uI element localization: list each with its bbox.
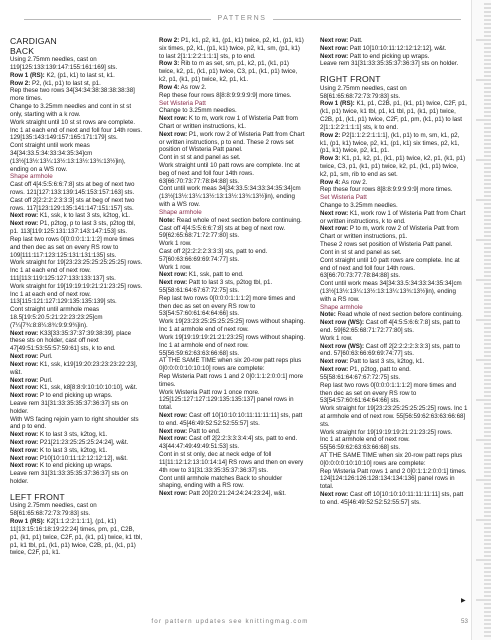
instruction-paragraph: Work straight for 19[19:19:19:21:21:23:25] rows. Inc 1 at each end of next row. 113[115:121:127:129:135:135:139] sts. (10, 282, 143, 306)
instruction-text: Cast off 2[2:2:2:2:3:3:3] sts, patt to end. 57[60:63:66:69:69:74:77] sts. (320, 342, 461, 358)
instruction-paragraph (10, 330, 144, 353)
instruction-paragraph: Cont in st st and panel as set. (159, 154, 241, 162)
row-label: Next row: (320, 225, 349, 233)
instruction-paragraph (159, 271, 306, 279)
instruction-paragraph (320, 132, 468, 155)
instruction-paragraph (320, 311, 468, 319)
instruction-paragraph (10, 220, 144, 236)
instruction-paragraph (320, 491, 468, 507)
instruction-text: Purl. (38, 376, 53, 384)
instruction-paragraph: Change to 3.25mm needles and cont in st st only, starting with a k row. (10, 103, 132, 118)
row-label: Next row: (10, 454, 39, 462)
instruction-text: Rib to m as set, sm, p1, k2, p1, (k1, p1) twice, k2, p1, (k1, p1) twice, C3, p1, (k1, p1) twice, k2, p1, (k1, p1) twice, k2, p1, k1. (159, 60, 298, 84)
instruction-paragraph: Leave rem 31[31:33:35:35:37:36:37] sts on holder. (10, 470, 128, 486)
instruction-text: K1, p1, C2B, p1, (k1, p1) twice, C2F, p1, (k1, p1) twice, k1 tbl, p1, k1 tbl, p1, (k1, p1) twice, C2B, p1, (k1, p1) twice, C2F, p1, pm, (k1, p1) to last 2[1:1:2:2:1:1:1] sts, k to end. (320, 100, 467, 131)
instruction-paragraph (159, 217, 306, 225)
instruction-text: K to m, work row 1 of Wisteria Patt from Chart or written instructions, k1. (159, 115, 298, 130)
instruction-text: P1, k1, p2, k1, (p1, k1) twice, p2, k1, (p1, k1) six times, p2, k1, (p1, k1) twice, p2, k1, sm, (p1, k1) to last 2[1:1:2:2:1:1:1] sts, p to end. (159, 37, 304, 60)
instruction-paragraph (320, 366, 468, 382)
instruction-paragraph (159, 84, 306, 92)
row-label: Next row: (10, 384, 39, 392)
instruction-paragraph: Work 19[23:23:25:25:25:25:25] rows without shaping. (159, 318, 306, 326)
instruction-text: Patt to end picking up wraps. (348, 52, 430, 60)
row-label: Next row (WS): (320, 319, 364, 327)
instruction-paragraph (159, 412, 306, 428)
instruction-text: As row 2. (340, 178, 368, 186)
instruction-text: P2, (k1, p1) to last st, p1. (30, 79, 101, 87)
instruction-paragraph (10, 384, 144, 392)
instruction-text: K1, ssk, patt to end. (187, 271, 244, 279)
instruction-paragraph: Using 2.75mm needles, cast on 58[61:65:68:72:73:79:83] sts. (10, 502, 97, 518)
instruction-paragraph: Rep these four rows 8[8:8:9:9:9:9:9] more times. (320, 186, 453, 194)
row-label: Next row: (10, 353, 39, 361)
instruction-paragraph: Rep last two rows 0[0:0:0:1:1:1:2] more times and then dec as set on every RS row to 53[54:57:60:61:64:64:66] sts. (320, 381, 457, 405)
instruction-paragraph: Rep Wisteria Patt rows 1 and 2 0[0:1:1:2:0:0:1] more times. (159, 372, 304, 388)
row-label: Next row: (320, 44, 349, 52)
instruction-paragraph (320, 343, 468, 359)
instruction-paragraph: Cont straight until 10 patt rows are complete. Inc at end of next and foll four 14th rows. 63[66:70:73:77:78:84:88] sts. (320, 256, 460, 280)
row-label: Row 3: (159, 60, 180, 68)
instruction-paragraph (10, 447, 144, 455)
instruction-paragraph (10, 72, 144, 80)
instruction-paragraph (10, 462, 144, 470)
instruction-paragraph: Work straight for 19[19:19:19:21:21:23:25] rows. (320, 428, 453, 436)
instruction-paragraph: Inc 1 at armhole end of next row. (159, 326, 249, 334)
instruction-paragraph: Rep Wisteria Patt rows 1 and 2 0[0:1:1:2:0:0:1] times. (320, 467, 467, 475)
row-label: Next row: (320, 37, 349, 44)
instruction-paragraph (320, 179, 468, 187)
row-label: Row 4: (159, 83, 180, 91)
row-label: Row 1 (RS): (320, 100, 355, 108)
text-column-2 (159, 37, 306, 498)
instruction-paragraph (159, 60, 306, 83)
instruction-text: P21[21:23:25:25:25:24:24], w&t. (38, 439, 129, 446)
subsection-heading: Shape armhole (159, 208, 202, 216)
side-ruler (471, 0, 491, 640)
instruction-paragraph (10, 392, 144, 400)
row-label: Next row: (10, 439, 39, 446)
header-rule-left (24, 19, 211, 20)
instruction-paragraph (10, 377, 144, 385)
row-label: Next row: (10, 220, 39, 228)
row-label: Next row: (159, 490, 188, 498)
row-label: Row 1 (RS): (10, 71, 45, 79)
row-label: Row 3: (320, 155, 341, 163)
row-label: Next row: (10, 376, 39, 384)
row-label: Next row: (159, 427, 188, 435)
instruction-paragraph: Cont in st st only, dec at neck edge of foll 11[11:12:12:13:10:14:14] RS rows and then on every 4th row to 31[31:33:35:35:37:36:37] sts. (159, 451, 304, 474)
row-label: Next row: (159, 271, 188, 279)
instruction-text: K to end picking up wraps. (38, 462, 113, 470)
instruction-paragraph: Cont straight until work meas 34[34:33.5:34:33:34:35:34]cm (13½[13½:13¼:13½:13:13½:13¾:13½]in), ending on a WS row. (10, 142, 126, 173)
instruction-paragraph: Work straight for 19[23:23:25:25:25:25:25] rows. Inc 1 at each end of next row. 111[113:119:125:127:133:133:137] sts. (10, 259, 143, 282)
instruction-text: Purl. (38, 353, 53, 361)
instruction-paragraph: AT THE SAME TIME when six 20-row patt reps plus 0[0:0:0:0:10:10:10] rows are complete: (320, 452, 463, 467)
instruction-paragraph: Cont in st st and panel as set. (320, 248, 402, 256)
instruction-paragraph (159, 279, 306, 295)
instruction-paragraph: Using 2.75mm needles, cast on 58[61:65:68:72:73:79:83] sts. (320, 84, 407, 100)
instruction-text: K33[33:35:37:37:39:38:39], place these sts on holder, cast off next 47[49:51:53:55:57:59:61] sts, k to end. (10, 329, 132, 353)
instruction-text: As row 2. (179, 83, 207, 91)
instruction-paragraph: Work 1 row. (159, 240, 192, 248)
section-heading: BACK (10, 45, 35, 56)
instruction-paragraph (10, 361, 144, 377)
instruction-paragraph: Work 1 row. (159, 263, 192, 271)
row-label: Next row: (10, 360, 39, 368)
row-label: Next row: (10, 431, 39, 439)
instruction-text: K1, p1, k2, p1, (k1, p1) twice, k2, p1, (k1, p1) twice, C3, p1, (k1, p1) twice, k2, p1, (k1, p1) twice, k2, p1, sm, rib to end as set. (320, 155, 466, 178)
row-label: Next row: (320, 209, 349, 217)
row-label: Next row: (159, 412, 188, 419)
header-rule-right (273, 19, 461, 20)
instruction-paragraph: Cast off 4[4:5:5:6:6:7:8] sts at beg of next row. 59[62:65:68:71:72:77:80] sts. (159, 224, 286, 240)
row-label: Row 2: (159, 37, 180, 44)
row-label: Next row: (320, 491, 349, 499)
instruction-text: P1, work row 2 of Wisteria Patt from Chart or written instructions, p to end. These 2 rows set position of Wisteria Patt panel. (159, 130, 305, 154)
instruction-text: Cast off 10[10:10:10:11:11:11:11] sts, patt to end. 45[46:49:52:52:52:55:57] sts. (159, 412, 303, 427)
subsection-heading: Shape armhole (320, 303, 363, 311)
instruction-paragraph (159, 435, 306, 451)
instruction-text: Cast off 2[2:2:3:3:3:4:4] sts, patt to end. 43[44:47:49:49:49:51:53] sts. (159, 435, 298, 451)
row-label: Note: (159, 216, 175, 224)
instruction-paragraph: Using 2.75mm needles, cast on 119[125:133:139:147:155:161:169] sts. (10, 56, 118, 71)
instruction-text: Read whole of next section before continuing. (174, 216, 302, 224)
row-label: Next row: (159, 115, 188, 123)
section-heading: RIGHT FRONT (320, 74, 381, 85)
row-label: Next row (WS): (320, 342, 364, 350)
instruction-paragraph (320, 358, 468, 366)
row-label: Next row: (10, 329, 39, 337)
instruction-text: Patt 10[10:10:11:12:12:12:12], w&t. (348, 44, 447, 52)
row-label: Next row: (320, 52, 349, 60)
instruction-paragraph: Work straight until 10 st st rows are complete. Inc 1 at each end of next and foll four 14th rows. 129[135:143:149:157:165:171:179] sts. (10, 118, 143, 142)
instruction-paragraph: Rep these four rows 8[8:8:9:9:9:9:9] more times. (159, 91, 292, 99)
instruction-text: P10[10:10:11:12:12:12:12], w&t. (38, 454, 128, 462)
instruction-paragraph: Cast off 4[4:5:5:6:6:7:8] sts at beg of next two rows. 121[127:133:139:145:153:157:163] sts. (10, 181, 135, 196)
row-label: Row 1 (RS): (10, 518, 45, 526)
instruction-paragraph (320, 225, 468, 241)
row-label: Next row: (10, 392, 39, 400)
instruction-paragraph: Leave rem 31[31:33:35:35:37:36:37] sts on holder. (10, 399, 128, 415)
instruction-paragraph: Cont until work meas 34[34:33.5:34:33:34:35:34]cm (13½[13½:13¼:13½:13:13½:13¾:13½]in), ending with a WS row. (159, 185, 301, 209)
row-label: Next row: (10, 446, 39, 454)
instruction-text: K to last 3 sts, k2tog, k1. (38, 446, 108, 454)
instruction-text: K1, ssk, k8[8:8:9:10:10:10:10], w&t. (38, 384, 138, 392)
subsection-heading: Set Wisteria Patt (159, 99, 206, 107)
instruction-paragraph (10, 431, 144, 439)
instruction-text: K1, ssk, k to last 3 sts, k2tog, k1. (38, 212, 131, 220)
instruction-paragraph (159, 115, 306, 131)
page-footer: for pattern updates see knittingmag.com (151, 618, 309, 625)
instruction-paragraph (10, 80, 144, 88)
row-label: Row 4: (320, 178, 341, 186)
instruction-text: K to last 3 sts, k2tog, k1. (38, 431, 108, 439)
instruction-text: Patt. (348, 37, 363, 44)
instruction-paragraph: Rep last two rows 0[0:0:0:1:1:1:2] more times and then dec as set on every RS row to 109[111:117:123:125:131:131:135] sts. (10, 235, 135, 259)
page-header (24, 13, 461, 25)
instruction-text: K2[1:1:2:2:1:1:1], (p1, k1) 11[13:15:16:18:19:22:24] times, pm, p1, C2B, p1, (k1, p1) twice, C2F, p1, (k1, p1) twice, k1 tbl, p1, k1 tbl, p1, (k1, p1) twice, C2B, p1, (k1, p1) twice, C2F, p1, k1. (10, 518, 143, 557)
instruction-paragraph: Work straight until 10 patt rows are complete. Inc at beg of next and foll four 14th rows. 63[66:70:73:77:78:84:88] sts. (159, 162, 300, 185)
instruction-paragraph: Cont until work meas 34[34:33.5:34:33:34:35:34]cm (13½[13½:13¼:13½:13:13¼:13¾:13½]in), ending with a RS row. (320, 280, 462, 303)
row-label: Row 2: (320, 131, 341, 139)
instruction-text: Cast off 4[4:5:5:6:6:7:8] sts, patt to end. 59[62:65:68:71:72:77:80] sts. (320, 319, 461, 335)
instruction-paragraph (10, 455, 144, 463)
row-label: Next row: (10, 462, 39, 470)
section-heading: LEFT FRONT (10, 491, 65, 502)
instruction-paragraph (320, 100, 468, 131)
instruction-paragraph: Cast off 2[2:2:2:2:3:3:3] sts, patt to end. 57[60:63:66:69:69:74:77] sts. (159, 247, 268, 263)
instruction-paragraph (320, 45, 468, 53)
instruction-paragraph (10, 518, 144, 557)
instruction-paragraph (159, 131, 306, 154)
instruction-text: P1, p2tog, p to last 3 sts, p2tog tbl, p1. 113[119:125:131:137:143:147:153] sts. (10, 220, 136, 236)
instruction-paragraph: Cast off 2[2:2:2:2:3:3:3] sts at beg of next two rows. 117[123:129:135:141:147:151:157] sts. (10, 196, 135, 212)
row-label: Next row: (159, 130, 188, 138)
instruction-text: K2, (p1, k1) to last st, k1. (44, 71, 115, 79)
instruction-text: Cast off 10[10:10:10:11:11:11:11] sts, patt to end. 45[46:49:52:52:52:55:57] sts. (320, 491, 464, 506)
section-title: PATTERNS (217, 15, 267, 22)
instruction-paragraph: Work Wisteria Patt row 1 once more. 125[125:127:127:129:135:135:137] panel rows in total. (159, 388, 294, 412)
section-heading: CARDIGAN (10, 36, 57, 46)
row-label: Next row: (159, 279, 188, 287)
instruction-paragraph (10, 439, 144, 447)
row-label: Next row: (320, 358, 349, 366)
instruction-paragraph: Rep last two rows 0[0:0:0:1:1:1:2] more times and then dec as set on every RS row to 53[54:57:60:61:64:64:66] sts. (159, 294, 296, 318)
instruction-text: P to m, work row 2 of Wisteria Patt from Chart or written instructions, p1. (320, 225, 459, 241)
instruction-paragraph: Change to 3.25mm needles. (159, 107, 237, 115)
ruler-ticks (472, 0, 491, 640)
instruction-paragraph: With WS facing rejoin yarn to right shoulder sts and p to end. (10, 415, 139, 431)
row-label: Next row: (320, 366, 349, 374)
instruction-paragraph: Inc 1 at armhole end of next row. 55[56:59:62:63:63:66:68] sts. (159, 341, 249, 357)
instruction-paragraph (320, 37, 468, 45)
instruction-paragraph: Cont straight until armhole meas 18.5[19:5:20.5:21:22:23:23:25]cm (7¼[7¾:8:8¼:8¾:9:9:9¾]in). (10, 306, 103, 329)
instruction-paragraph: Inc 1 at armhole end of next row. 55[56:59:62:63:63:66:68] sts. (320, 436, 410, 452)
instruction-text: P2[1:1:2:2:1:1:1], (k1, p1) to m, sm, k1, p2, k1, (p1, k1) twice, p2, k1, (p1, k1) six times, p2, k1, (p1, k1) twice, p2, k1, p1. (320, 131, 460, 155)
row-label: Note: (320, 311, 336, 319)
instruction-paragraph (159, 428, 306, 436)
instruction-paragraph (10, 353, 144, 361)
instruction-text: Patt to last 3 sts, k2tog, k1. (348, 358, 425, 366)
instruction-paragraph (320, 155, 468, 178)
instruction-paragraph: Change to 3.25mm needles. (320, 202, 398, 210)
instruction-text: K1, work row 1 of Wisteria Patt from Chart or written instructions, k to end. (320, 209, 466, 225)
text-column-1 (10, 37, 144, 557)
instruction-paragraph: Leave rem 31[31:33:35:35:37:36:37] sts on holder. (320, 60, 459, 68)
instruction-paragraph: Cont until armhole matches Back to shoulder shaping, ending with a RS row. (159, 474, 283, 490)
instruction-paragraph: AT THE SAME TIME when six 20-row patt reps plus 0[0:0:0:0:10:10:10] rows are complete: (159, 357, 302, 373)
instruction-paragraph (159, 490, 306, 498)
instruction-paragraph: Work straight for 19[23:23:25:25:25:25:25] rows. Inc 1 at armhole end of next row. 55[56:59:62:63:63:66:68] sts. (320, 405, 468, 428)
instruction-paragraph (320, 53, 468, 61)
instruction-paragraph: 124[124:126:126:128:134:134:136] panel rows in total. (320, 475, 455, 491)
instruction-paragraph (10, 212, 144, 220)
instruction-text: Read whole of next section before continuing. (335, 311, 463, 319)
instruction-text: Patt to end. (187, 427, 221, 435)
instruction-text: P1, p2tog, patt to end. 55[58:61:64:67:67:72:75] sts. (320, 366, 411, 381)
instruction-text: Patt to last 3 sts, p2tog tbl, p1. 55[58:61:64:67:67:72:75] sts. (159, 279, 273, 294)
instruction-paragraph (320, 319, 468, 335)
triangle-right-icon: ▶ (461, 598, 466, 604)
subsection-heading: Shape armhole (10, 173, 53, 181)
page-number: 53 (461, 618, 468, 625)
instruction-text: P to end picking up wraps. (38, 392, 113, 400)
instruction-paragraph: Rep these two rows 34[34:34:38:38:38:38:38] more times. (10, 87, 135, 103)
row-label: Row 2: (10, 79, 31, 87)
subsection-heading: Set Wisteria Patt (320, 194, 367, 202)
instruction-paragraph: These 2 rows set position of Wisteria Patt panel. (320, 241, 453, 249)
instruction-paragraph (320, 210, 468, 226)
instruction-paragraph (159, 37, 306, 60)
text-column-3 (320, 37, 468, 507)
instruction-text: K1, ssk, k19[19:20:23:23:23:22:23], w&t. (10, 360, 138, 376)
row-label: Next row: (159, 435, 188, 443)
instruction-paragraph: Work 19[19:19:19:21:21:23:25] rows without shaping. (159, 333, 306, 341)
instruction-paragraph: Work 1 row. (320, 334, 353, 342)
instruction-text: Patt 20[20:21:24:24:24:23:24], w&t. (187, 490, 286, 498)
row-label: Next row: (10, 212, 39, 220)
